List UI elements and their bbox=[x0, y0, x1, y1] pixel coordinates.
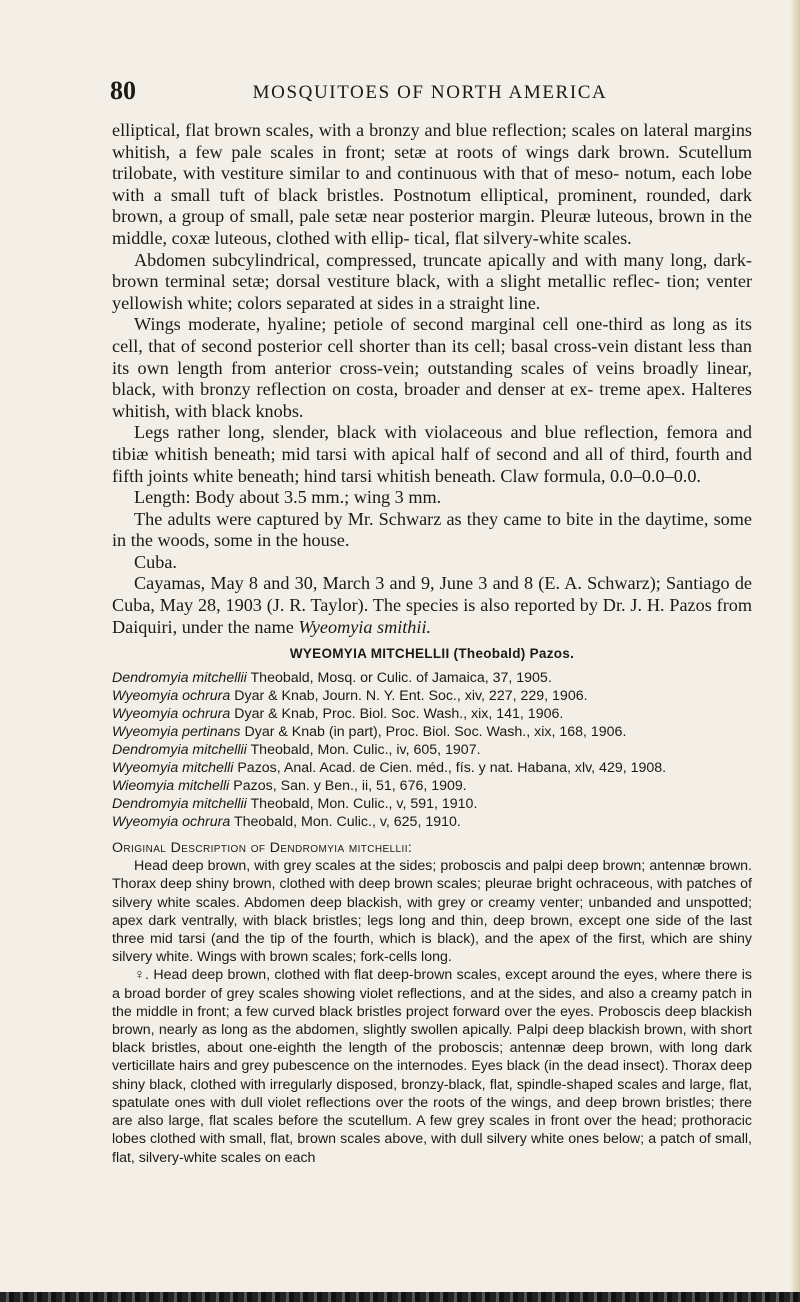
paragraph: Cuba. bbox=[134, 551, 177, 572]
taxon-name: Wyeomyia ochrura bbox=[112, 814, 231, 831]
page-header bbox=[110, 76, 750, 106]
page-number: 80 bbox=[110, 76, 136, 105]
paragraph: Legs rather long, slender, black with violaceous and blue reflection, femora and tibiæ whitish beneath; mid tarsi with apical half of second and all of third, fourth and fifth joints white beneath; hind tarsi whitish beneath. Claw formula, 0.0–0.0–0.0. bbox=[112, 422, 752, 486]
citation: Dyar & Knab, Proc. Biol. Soc. Wash., xix, 141, 1906. bbox=[230, 706, 564, 723]
synonym-entry bbox=[112, 777, 752, 795]
taxon-name: Dendromyia mitchellii bbox=[112, 796, 247, 813]
citation: Theobald, Mon. Culic., v, 591, 1910. bbox=[246, 796, 478, 813]
citation: Pazos, San. y Ben., ii, 51, 676, 1909. bbox=[229, 778, 467, 795]
synonym-list bbox=[112, 669, 752, 831]
paragraph: Length: Body about 3.5 mm.; wing 3 mm. bbox=[134, 487, 442, 508]
paragraph bbox=[112, 573, 752, 638]
description-paragraph: ♀. Head deep brown, clothed with flat deep-brown scales, except around the eyes, where there is a broad border of grey scales showing violet reflections, and at the sides, and also a creamy patch in the middle in front; a few curved black bristles project forward over the eyes. Proboscis deep blackish brown, nearly as long as the abdomen, slightly swollen apically. Palpi deep blackish brown, with short black bristles, about one-eighth the length of the proboscis; antennæ deep brown, with long dark verticillate hairs and grey pubescence on the internodes. Eyes black (in the dead insect). Thorax deep shiny black, clothed with irregularly disposed, bronzy-black, flat, spindle-shaped scales and large, flat, spatulate ones with dull violet reflections over the roots of the wings, and deep brown bristles; there are also large, flat scales before the scutellum. A few grey scales in front over the head; prothoracic lobes clothed with small, flat, brown scales above, with dull silvery white ones below; a patch of small, flat, silvery-white scales on each bbox=[112, 967, 752, 1166]
synonym-entry bbox=[112, 813, 752, 831]
description-paragraph: Head deep brown, with grey scales at the sides; proboscis and palpi deep brown; antennæ brown. Thorax deep shiny brown, clothed with deep brown scales; pleurae bright ochraceous, with patches of silvery white scales. Abdomen deep blackish, with grey or creamy venter; unbanded and unspotted; apex dark ventrally, with black bristles; legs long and thin, deep brown, except one side of the last three mid tarsi (and the tip of the fourth, which is black), and the apex of the first, which are shiny silvery white. Wings with brown scales; fork-cells long. bbox=[112, 858, 752, 966]
scan-bottom-edge bbox=[0, 1292, 800, 1302]
taxon-name: Dendromyia mitchellii bbox=[112, 670, 247, 687]
citation: Theobald, Mon. Culic., v, 625, 1910. bbox=[230, 814, 461, 831]
synonym-entry bbox=[112, 687, 752, 705]
synonym-entry bbox=[112, 741, 752, 759]
paragraph: Wings moderate, hyaline; petiole of second marginal cell one-third as long as its cell, that of second posterior cell shorter than its cell; basal cross-vein distant less than its own length from anterior cross-vein; outstanding scales of veins broadly linear, black, with bronzy reflection on costa, broader and denser at ex- treme apex. Halteres whitish, with black knobs. bbox=[112, 314, 752, 421]
taxon-name: Wyeomyia mitchelli bbox=[112, 760, 234, 777]
paragraph-text: Cayamas, May 8 and 30, March 3 and 9, June 3 and 8 (E. A. Schwarz); Santiago de Cuba, May 28, 1903 (J. R. Taylor). The species is also reported by Dr. J. H. Pazos from Daiquiri, under the name bbox=[112, 573, 752, 637]
synonym-entry bbox=[112, 795, 752, 813]
running-title: MOSQUITOES OF NORTH AMERICA bbox=[252, 82, 608, 103]
citation: Dyar & Knab, Journ. N. Y. Ent. Soc., xiv, 227, 229, 1906. bbox=[230, 688, 588, 705]
paragraph: The adults were captured by Mr. Schwarz as they came to bite in the daytime, some in the woods, some in the house. bbox=[112, 508, 752, 551]
synonym-entry bbox=[112, 759, 752, 777]
species-name-italic: Wyeomyia smithii. bbox=[298, 616, 432, 637]
citation: Pazos, Anal. Acad. de Cien. méd., fís. y nat. Habana, xlv, 429, 1908. bbox=[233, 760, 667, 777]
body-text bbox=[112, 120, 752, 1167]
citation: Theobald, Mosq. or Culic. of Jamaica, 37, 1905. bbox=[246, 670, 552, 687]
description-heading: Original Description of Dendromyia mitchellii: bbox=[112, 840, 413, 857]
taxon-name: Wyeomyia ochrura bbox=[112, 706, 231, 723]
citation: Dyar & Knab (in part), Proc. Biol. Soc. Wash., xix, 168, 1906. bbox=[240, 724, 627, 741]
paragraph: elliptical, flat brown scales, with a bronzy and blue reflection; scales on lateral margins whitish, a few pale scales in front; setæ at roots of wings dark brown. Scutellum trilobate, with vestiture similar to and continuous with that of meso- notum, each lobe with a small tuft of black bristles. Postnotum elliptical, prominent, rounded, dark brown, a group of small, pale setæ near posterior margin. Pleuræ luteous, brown in the middle, coxæ luteous, clothed with ellip- tical, flat silvery-white scales. bbox=[112, 120, 752, 248]
taxon-name: Wyeomyia pertinans bbox=[112, 724, 241, 741]
species-title: WYEOMYIA MITCHELLII (Theobald) Pazos. bbox=[289, 646, 575, 662]
synonym-entry bbox=[112, 669, 752, 687]
page-edge-shadow bbox=[790, 0, 800, 1302]
taxon-name: Dendromyia mitchellii bbox=[112, 742, 247, 759]
synonym-entry bbox=[112, 723, 752, 741]
taxon-name: Wieomyia mitchelli bbox=[112, 778, 230, 795]
paragraph: Abdomen subcylindrical, compressed, truncate apically and with many long, dark-brown terminal setæ; dorsal vestiture black, with a slight metallic reflec- tion; venter yellowish white; colors separated at sides in a straight line. bbox=[112, 249, 752, 313]
taxon-name: Wyeomyia ochrura bbox=[112, 688, 231, 705]
synonym-entry bbox=[112, 705, 752, 723]
citation: Theobald, Mon. Culic., iv, 605, 1907. bbox=[246, 742, 481, 759]
